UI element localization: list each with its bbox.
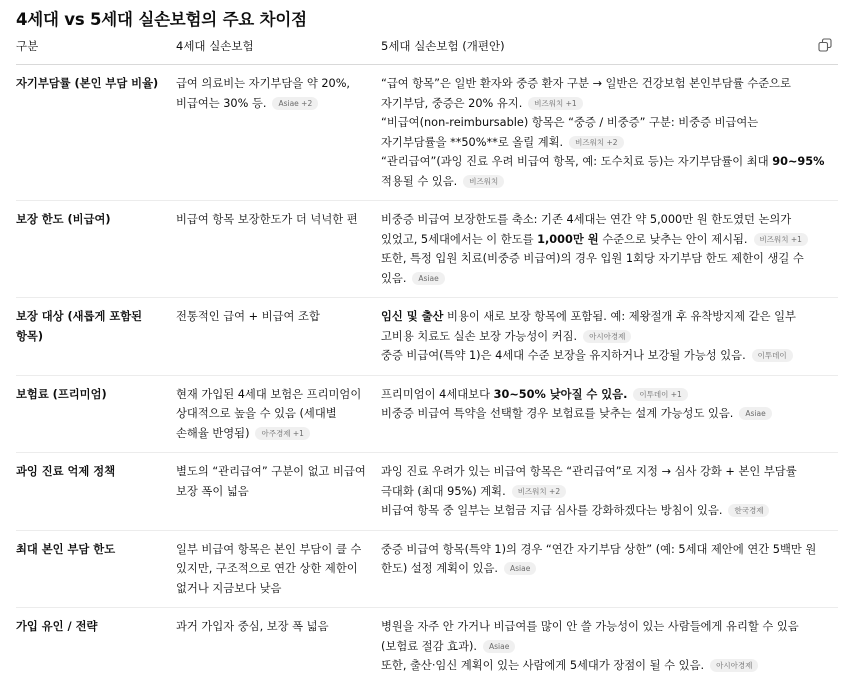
source-chip[interactable]: 한국경제 — [728, 504, 769, 517]
table-header-row — [16, 31, 838, 65]
gen4-text: 비급여 항목 보장한도가 더 넉넉한 편 — [176, 213, 358, 226]
gen5-line — [381, 152, 826, 191]
gen5-text: 비중증 비급여 보장한도를 축소: 기존 4세대는 연간 약 5,000만 원 한도였던 논의가 있었고, 5세대에서는 이 한도를 — [381, 213, 792, 246]
gen5-text: 수준으로 낮추는 안이 제시됨. — [598, 232, 748, 246]
copy-icon[interactable] — [818, 38, 832, 52]
table-row — [16, 298, 838, 376]
gen5-line — [381, 210, 826, 249]
gen5-cell — [381, 298, 838, 376]
row-category: 보장 한도 (비급여) — [16, 201, 176, 298]
table-row — [16, 608, 838, 685]
source-chip[interactable]: Asiae — [412, 272, 444, 285]
header-gen5 — [381, 31, 838, 65]
gen5-cell — [381, 375, 838, 453]
gen4-cell — [176, 530, 381, 608]
source-chip[interactable]: 이투데이 +1 — [633, 388, 687, 401]
gen4-text: 현재 가입된 4세대 보험은 프리미엄이 상대적으로 높을 수 있음 (세대별 손해율 반영됨) — [176, 387, 362, 440]
comparison-table — [16, 31, 838, 685]
header-gen4: 4세대 실손보험 — [176, 31, 381, 65]
page-title: 4세대 vs 5세대 실손보험의 주요 차이점 — [16, 10, 307, 29]
gen4-text: 별도의 “관리급여” 구분이 없고 비급여 보장 폭이 넓음 — [176, 465, 366, 498]
table-row — [16, 65, 838, 201]
table-row — [16, 375, 838, 453]
header-gen5-label: 5세대 실손보험 (개편안) — [381, 39, 505, 53]
gen5-line — [381, 656, 826, 676]
source-chip[interactable]: 비즈워치 +1 — [528, 97, 582, 110]
gen4-text: 일부 비급여 항목은 본인 부담이 클 수 있지만, 구조적으로 연간 상한 제한이 없거나 지금보다 낮음 — [176, 542, 362, 595]
gen5-text: “관리급여”(과잉 진료 우려 비급여 항목, 예: 도수치료 등)는 자기부담률이 최대 — [381, 155, 773, 168]
gen5-line — [381, 74, 826, 113]
gen5-text: 프리미엄이 4세대보다 — [381, 387, 494, 401]
gen5-emphasis: 90~95% — [772, 155, 825, 168]
gen4-text: 급여 의료비는 자기부담을 약 20%, 비급여는 30% 등. — [176, 77, 351, 110]
source-chip[interactable]: Asiae +2 — [272, 97, 318, 110]
gen5-emphasis: 1,000만 원 — [537, 232, 599, 246]
gen5-text: 또한, 출산·임신 계획이 있는 사람에게 5세대가 장점이 될 수 있음. — [381, 659, 705, 672]
table-row — [16, 201, 838, 298]
gen4-cell — [176, 608, 381, 685]
gen5-line — [381, 501, 826, 521]
gen4-text: 전통적인 급여 + 비급여 조합 — [176, 310, 320, 323]
gen4-cell — [176, 65, 381, 201]
gen5-line — [381, 462, 826, 501]
gen5-line — [381, 346, 826, 366]
gen5-cell — [381, 65, 838, 201]
row-category: 보험료 (프리미엄) — [16, 375, 176, 453]
gen5-text: 비중증 비급여 특약을 선택할 경우 보험료를 낮추는 설계 가능성도 있음. — [381, 407, 734, 420]
source-chip[interactable]: 이투데이 — [752, 349, 793, 362]
gen5-line — [381, 307, 826, 346]
gen5-cell — [381, 201, 838, 298]
table-row — [16, 530, 838, 608]
gen4-cell — [176, 201, 381, 298]
gen5-text: “급여 항목”은 일반 환자와 중증 환자 구분 → 일반은 건강보험 본인부담률 수준으로 자기부담, 중증은 20% 유지. — [381, 77, 791, 110]
gen5-text: 또한, 특정 입원 치료(비중증 비급여)의 경우 입원 1회당 자기부담 한도 제한이 생길 수 있음. — [381, 252, 804, 285]
header-category: 구분 — [16, 31, 176, 65]
gen5-text: 중증 비급여(특약 1)은 4세대 수준 보장을 유지하거나 보강될 가능성 있음. — [381, 349, 746, 362]
row-category: 과잉 진료 억제 정책 — [16, 453, 176, 531]
source-chip[interactable]: 아시아경제 — [583, 330, 631, 343]
source-chip[interactable]: 아시아경제 — [710, 659, 758, 672]
row-category: 보장 대상 (새롭게 포함된 항목) — [16, 298, 176, 376]
source-chip[interactable]: 비즈워치 +2 — [512, 485, 566, 498]
row-category: 자기부담률 (본인 부담 비율) — [16, 65, 176, 201]
gen5-cell — [381, 453, 838, 531]
source-chip[interactable]: 비즈워치 +1 — [754, 233, 808, 246]
source-chip[interactable]: 비즈워치 +2 — [569, 136, 623, 149]
gen5-text: 비급여 항목 중 일부는 보험금 지급 심사를 강화하겠다는 방침이 있음. — [381, 504, 723, 517]
row-category: 가입 유인 / 전략 — [16, 620, 98, 633]
gen5-line — [381, 385, 826, 405]
gen5-text: 병원을 자주 안 가거나 비급여를 많이 안 쓸 가능성이 있는 사람들에게 유리할 수 있음 (보험료 절감 효과). — [381, 620, 799, 653]
source-chip[interactable]: 비즈워치 — [463, 175, 504, 188]
gen5-text: 과잉 진료 우려가 있는 비급여 항목은 “관리급여”로 지정 → 심사 강화 + 본인 부담률 극대화 (최대 95%) 계획. — [381, 465, 797, 498]
source-chip[interactable]: 아주경제 +1 — [255, 427, 309, 440]
gen5-cell — [381, 608, 838, 685]
gen5-line — [381, 540, 826, 579]
gen5-line — [381, 249, 826, 288]
source-chip[interactable]: Asiae — [504, 562, 536, 575]
source-chip[interactable]: Asiae — [483, 640, 515, 653]
gen5-emphasis: 임신 및 출산 — [381, 310, 444, 323]
gen4-cell — [176, 453, 381, 531]
gen5-text: 중증 비급여 항목(특약 1)의 경우 “연간 자기부담 상한” (예: 5세대 제안에 연간 5백만 원 한도) 설정 계획이 있음. — [381, 542, 817, 575]
gen5-text: 적용될 수 있음. — [381, 174, 458, 188]
table-row — [16, 453, 838, 531]
source-chip[interactable]: Asiae — [739, 407, 771, 420]
gen5-line — [381, 617, 826, 656]
gen5-cell — [381, 530, 838, 608]
gen5-text: “비급여(non-reimbursable) 항목은 “중증 / 비중증” 구분: 비중증 비급여는 자기부담률을 **50%**로 올릴 계획. — [381, 116, 759, 149]
gen5-emphasis: 30~50% 낮아질 수 있음. — [493, 387, 628, 401]
gen5-line — [381, 404, 826, 424]
gen5-text: 비용이 새로 보장 항목에 포함됨. 예: 제왕절개 후 유착방지제 같은 일부 고비용 치료도 실손 보장 가능성이 커짐. — [381, 310, 796, 343]
table-body — [16, 65, 838, 685]
row-category: 최대 본인 부담 한도 — [16, 530, 176, 608]
gen4-cell — [176, 375, 381, 453]
gen4-text: 과거 가입자 중심, 보장 폭 넓음 — [176, 620, 329, 633]
gen5-line — [381, 113, 826, 152]
gen4-cell — [176, 298, 381, 376]
